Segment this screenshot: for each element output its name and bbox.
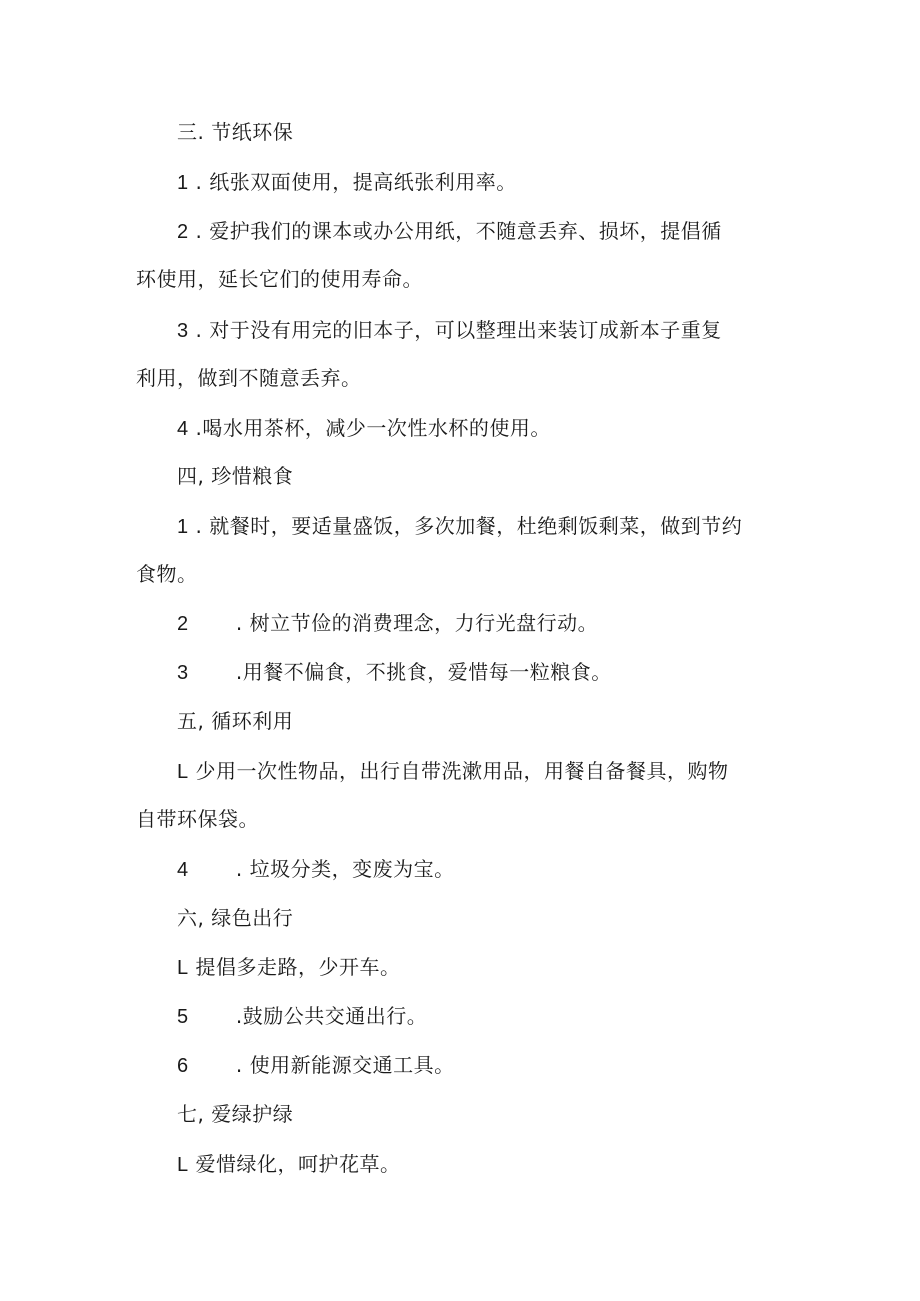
- section-heading: 五, 循环利用: [177, 709, 294, 733]
- item-number: 3: [177, 662, 189, 684]
- list-item: [177, 1152, 400, 1177]
- list-item: [177, 955, 400, 980]
- list-item: [177, 857, 455, 882]
- item-text: 爱惜绿化，呵护花草。: [195, 1152, 401, 1176]
- list-item: [177, 660, 612, 685]
- item-text: . 垃圾分类，变废为宝。: [235, 857, 455, 881]
- item-number: 3: [177, 320, 189, 342]
- section-heading: 三. 节纸环保: [177, 120, 294, 144]
- item-text: 少用一次性物品，出行自带洗漱用品，用餐自备餐具，购物: [195, 759, 729, 783]
- list-item: [177, 611, 598, 636]
- item-number: 1: [177, 516, 189, 538]
- list-item: [177, 170, 517, 195]
- section-heading: 七, 爱绿护绿: [177, 1102, 294, 1126]
- item-text: . 树立节俭的消费理念，力行光盘行动。: [235, 611, 599, 635]
- section-heading: 六, 绿色出行: [177, 906, 294, 930]
- item-continuation: 食物。: [136, 562, 198, 586]
- item-text: .鼓励公共交通出行。: [235, 1004, 428, 1028]
- item-text: . 爱护我们的课本或办公用纸，不随意丢弃、损坏，提倡循: [195, 219, 722, 243]
- list-item: [177, 219, 722, 244]
- list-item: [177, 318, 722, 343]
- item-text: .喝水用茶杯，减少一次性水杯的使用。: [195, 416, 551, 440]
- item-number: L: [177, 957, 189, 979]
- item-number: 5: [177, 1006, 189, 1028]
- list-item: [177, 1053, 455, 1078]
- list-item: [177, 1004, 427, 1029]
- list-item: [177, 514, 742, 539]
- item-number: 6: [177, 1055, 189, 1077]
- item-text: . 纸张双面使用，提高纸张利用率。: [195, 170, 517, 194]
- section-heading: 四, 珍惜粮食: [177, 464, 294, 488]
- item-number: 2: [177, 221, 189, 243]
- item-continuation: 环使用，延长它们的使用寿命。: [136, 267, 423, 291]
- item-text: .用餐不偏食，不挑食，爱惜每一粒粮食。: [235, 660, 612, 684]
- list-item: [177, 416, 551, 441]
- item-number: L: [177, 1154, 189, 1176]
- item-text: 提倡多走路，少开车。: [195, 955, 401, 979]
- list-item: [177, 759, 728, 784]
- item-number: 1: [177, 172, 189, 194]
- item-text: . 对于没有用完的旧本子，可以整理出来装订成新本子重复: [195, 318, 722, 342]
- item-continuation: 自带环保袋。: [136, 807, 259, 831]
- item-number: L: [177, 761, 189, 783]
- item-number: 4: [177, 859, 189, 881]
- item-text: . 就餐时，要适量盛饭，多次加餐，杜绝剩饭剩菜，做到节约: [195, 514, 743, 538]
- item-number: 2: [177, 613, 189, 635]
- item-number: 4: [177, 418, 189, 440]
- item-text: . 使用新能源交通工具。: [235, 1053, 455, 1077]
- item-continuation: 利用，做到不随意丢弃。: [136, 366, 362, 390]
